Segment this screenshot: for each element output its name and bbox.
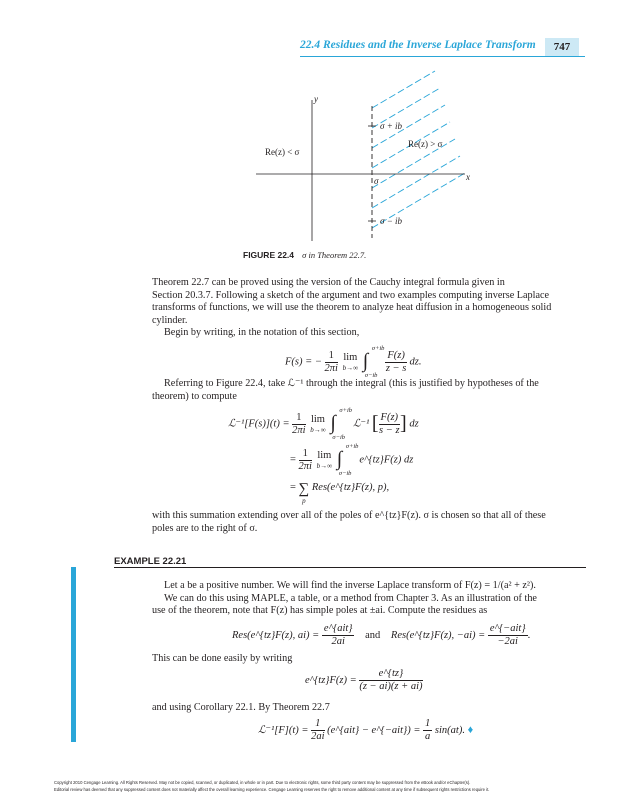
copyright-line-2: Editorial review has deemed that any suppressed content does not materially affect the overall learning experience. Cengage Learning reserves the right to remove additional content at any time if subsequent rights restrictions require it. — [54, 787, 490, 792]
figure-caption-label: FIGURE 22.4 — [243, 250, 295, 260]
example-rule — [114, 567, 586, 568]
page-number: 747 — [545, 38, 579, 56]
text-line: with this summation extending over all of the poles of e^{tz}F(z). σ is chosen so that all of these — [152, 510, 546, 521]
hatch-line — [372, 156, 460, 208]
equation-1: F(s) = − $\frac{1}{2\pi i}$ lim b→∞ ∫ σ+ib σ−ib $\frac{F(z)}{z - s}$ dz. — [285, 345, 422, 379]
example-sidebar — [71, 567, 76, 742]
y-axis-label: y — [314, 94, 318, 104]
final-equation: ℒ⁻¹[F](t) = $\frac{1}{2ai}$ (e^{ait} − e^{−ait}) = $\frac{1}{a}$ sin(at). ♦ — [258, 718, 474, 742]
text-line: Theorem 22.7 can be proved using the version of the Cauchy integral formula given in — [152, 277, 505, 288]
equation-4: = ∑ p Res(e^{tz}F(z), p), — [290, 481, 390, 505]
example-text-3 — [152, 702, 577, 715]
x-axis-label: x — [466, 172, 470, 182]
text-line: cylinder. — [152, 314, 188, 326]
header-rule — [300, 56, 585, 57]
residue-equations: Res(e^{tz}F(z), ai) = $\frac{\text{e\textasciicircum{}\{ait\}}}{2ai}$ and Res(e^{tz}F(z), −ai) = $\frac{\text{e\textasciicircum{}\{−ait\}}}{-2ai}$ . — [232, 623, 531, 647]
upper-limit-label: σ + ib — [380, 121, 403, 131]
eq1-fraction: $\frac{1}{2\pi i}$ — [324, 349, 338, 374]
eq1-lim-sub: b→∞ — [342, 364, 359, 372]
sigma-label: σ — [374, 176, 379, 186]
text-line: Section 20.3.7. Following a sketch of the argument and two examples computing inverse Laplace — [152, 289, 550, 301]
left-region-label: Re(z) < σ — [265, 147, 300, 157]
hatch-line — [372, 71, 435, 108]
text-line: We can do this using MAPLE, a table, or a method from Chapter 3. As an illustration of the — [164, 592, 537, 604]
body-paragraph-2 — [152, 378, 577, 403]
example-end-marker: ♦ — [467, 723, 474, 736]
text-line: theorem) to compute — [152, 390, 237, 402]
running-header-title: 22.4 Residues and the Inverse Laplace Transform — [300, 39, 536, 51]
text-line: Let a be a positive number. We will find the inverse Laplace transform of F(z) = 1/(a² + z²). — [164, 580, 536, 591]
text-line: use of the theorem, note that F(z) has simple poles at ±ai. Compute the residues as — [152, 605, 488, 617]
example-text-2 — [152, 653, 577, 666]
text-line: Referring to Figure 22.4, take ℒ⁻¹ through the integral (this is justified by hypotheses of the — [164, 378, 539, 389]
example-label: EXAMPLE 22.21 — [114, 556, 187, 567]
eq1-integrand: $\frac{F(z)}{z - s}$ — [385, 349, 407, 374]
text-line: Begin by writing, in the notation of this section, — [164, 327, 360, 339]
lower-limit-label: σ − ib — [380, 216, 403, 226]
example-equation: e^{tz}F(z) = $\frac{e\^{}\{tz\}}{(z - ai)(z + ai)}$ — [305, 668, 423, 692]
integral-sign: ∫ — [362, 350, 369, 372]
figure-caption-text: σ in Theorem 22.7. — [302, 250, 367, 260]
equation-2: ℒ⁻¹[F(s)](t) = $\frac{1}{2\pi i}$ lim b→∞ ∫ σ+ib σ−ib ℒ⁻¹ [ $\frac{F(z)}{s - z}$ ] dz — [228, 407, 419, 441]
example-text — [152, 580, 577, 618]
text-line: This can be done easily by writing — [152, 653, 293, 664]
copyright-line-1: Copyright 2010 Cengage Learning. All Rights Reserved. May not be copied, scanned, or duplicated, in whole or in part. Due to electronic rights, some third party content may be suppressed from the eBook and/or eChapter(s). — [54, 780, 471, 785]
body-paragraph-1 — [152, 277, 577, 340]
body-paragraph-3 — [152, 510, 577, 535]
equation-3: = $\frac{1}{2\pi i}$ lim b→∞ ∫ σ+ib σ−ib e^{tz}F(z) dz — [290, 443, 414, 477]
eq1-lhs: F(s) = − — [285, 356, 322, 368]
eq1-lim: lim — [343, 352, 358, 363]
figure-caption — [243, 250, 366, 260]
text-line: poles are to the right of σ. — [152, 522, 258, 534]
text-line: transforms of functions, we will use the theorem to analyze heat diffusion in a homogeneous solid — [152, 302, 552, 314]
right-region-label: Re(z) > σ — [408, 139, 443, 149]
text-line: and using Corollary 22.1. By Theorem 22.7 — [152, 702, 330, 713]
